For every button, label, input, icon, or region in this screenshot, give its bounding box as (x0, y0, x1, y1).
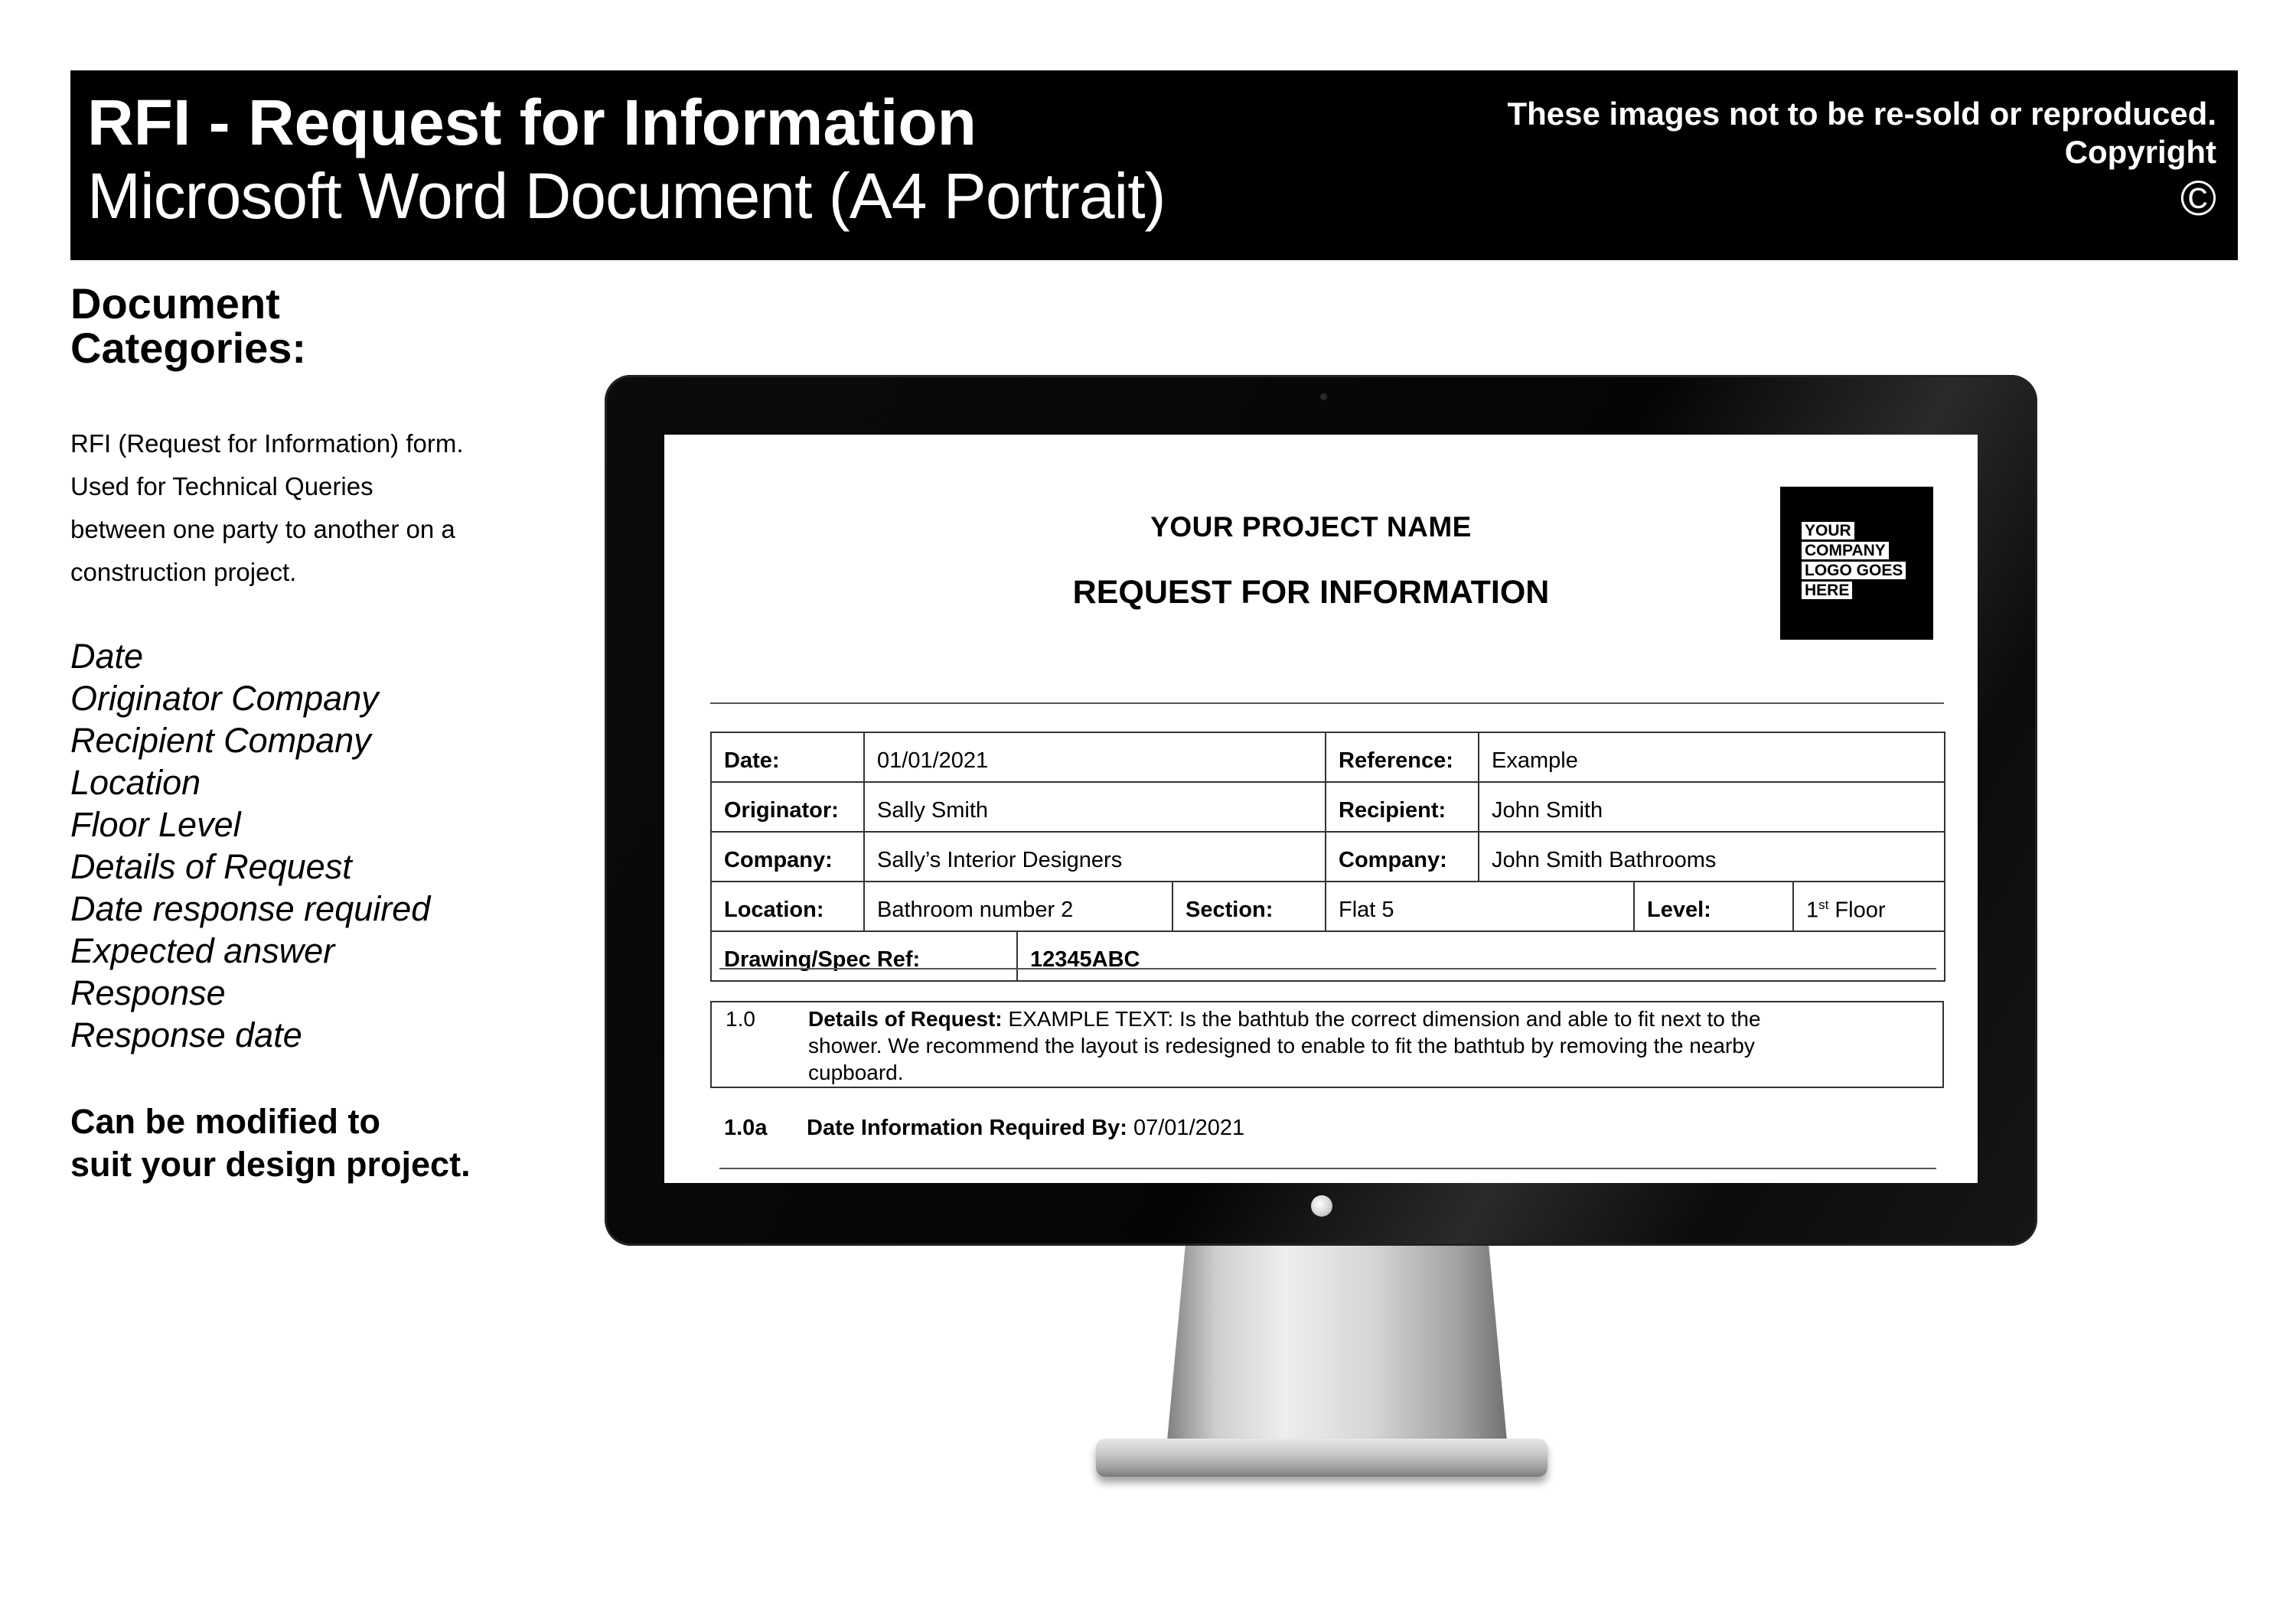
required-by-value: 07/01/2021 (1127, 1116, 1245, 1140)
logo-line: COMPANY (1802, 542, 1889, 559)
reference-label: Reference: (1326, 732, 1479, 782)
details-label: Details of Request: (808, 1007, 1003, 1031)
level-label: Level: (1647, 898, 1711, 922)
description-line: RFI (Request for Information) form. (70, 429, 464, 458)
camera-icon (1320, 393, 1327, 400)
page-subtitle: Microsoft Word Document (A4 Portrait) (87, 160, 1166, 232)
reference-value: Example (1479, 732, 1945, 782)
details-number: 1.0 (726, 1007, 755, 1031)
logo-text (1802, 521, 1916, 601)
level-value (1794, 898, 1886, 924)
originator-value: Sally Smith (864, 782, 1326, 832)
categories-heading-line1: Document (70, 279, 280, 328)
copyright-notice (1507, 95, 2216, 225)
category-item: Response date (70, 1015, 302, 1054)
copyright-icon: © (2180, 171, 2216, 226)
details-text (808, 1005, 1880, 1086)
category-item: Recipient Company (70, 721, 371, 760)
logo-line: YOUR (1802, 522, 1854, 539)
recipient-company-label: Company: (1326, 832, 1479, 882)
company-logo-placeholder (1780, 487, 1933, 640)
category-item: Location (70, 763, 201, 802)
document-title: REQUEST FOR INFORMATION (1072, 574, 1550, 611)
divider (710, 702, 1944, 704)
description-line: construction project. (70, 558, 297, 586)
table-row (711, 931, 1945, 981)
category-item: Date (70, 637, 144, 676)
category-item: Details of Request (70, 847, 352, 886)
modification-note-line2: suit your design project. (70, 1145, 471, 1184)
modification-note (70, 1100, 499, 1186)
divider (719, 968, 1936, 970)
description-line: between one party to another on a (70, 515, 455, 543)
location-value: Bathroom number 2 (864, 882, 1172, 931)
category-item: Response (70, 973, 226, 1012)
category-list (70, 635, 499, 1056)
section-value: Flat 5 (1326, 882, 1634, 931)
details-text-line3: cupboard. (808, 1061, 904, 1084)
category-item: Expected answer (70, 931, 335, 970)
description-line: Used for Technical Queries (70, 472, 373, 500)
drawing-spec-label: Drawing/Spec Ref: (711, 931, 1017, 981)
description (70, 422, 499, 594)
copyright-notice-line2: Copyright (2064, 134, 2216, 170)
table-row (711, 732, 1945, 782)
monitor-bezel (605, 375, 2037, 1246)
details-of-request (710, 1001, 1944, 1088)
level-value-number: 1 (1806, 898, 1819, 923)
document-preview (664, 435, 1978, 1183)
required-by-number: 1.0a (724, 1116, 768, 1140)
originator-label: Originator: (711, 782, 864, 832)
logo-line: LOGO GOES (1802, 562, 1906, 579)
logo-line: HERE (1802, 582, 1852, 599)
date-required-by (724, 1116, 1244, 1141)
table-row (711, 782, 1945, 832)
date-value: 01/01/2021 (864, 732, 1326, 782)
recipient-label: Recipient: (1326, 782, 1479, 832)
project-name: YOUR PROJECT NAME (1150, 511, 1472, 543)
date-label: Date: (711, 732, 864, 782)
category-item: Date response required (70, 889, 431, 928)
level-value-word: Floor (1828, 898, 1886, 923)
details-text-line1: EXAMPLE TEXT: Is the bathtub the correct dimension and able to fit next to the (1002, 1007, 1761, 1031)
page-title: RFI - Request for Information (87, 86, 977, 158)
level-value-suffix: st (1818, 897, 1829, 912)
recipient-value: John Smith (1479, 782, 1945, 832)
section-label: Section: (1172, 882, 1326, 931)
level-cell (1634, 882, 1945, 931)
categories-heading (70, 279, 499, 372)
divider (719, 1168, 1936, 1169)
table-row (711, 832, 1945, 882)
categories-heading-line2: Categories: (70, 324, 307, 372)
categories-sidebar (70, 279, 499, 1186)
copyright-notice-line1: These images not to be re-sold or reproduced. (1507, 96, 2216, 132)
originator-company-value: Sally’s Interior Designers (864, 832, 1326, 882)
rfi-details-table (710, 732, 1945, 982)
drawing-spec-value: 12345ABC (1017, 931, 1945, 981)
location-label: Location: (711, 882, 864, 931)
header-banner (70, 70, 2238, 260)
monitor-stand-base (1096, 1439, 1548, 1477)
table-row (711, 882, 1945, 931)
category-item: Floor Level (70, 805, 241, 844)
required-by-label: Date Information Required By: (807, 1116, 1127, 1140)
category-item: Originator Company (70, 679, 379, 718)
modification-note-line1: Can be modified to (70, 1102, 380, 1141)
originator-company-label: Company: (711, 832, 864, 882)
details-text-line2: shower. We recommend the layout is redesigned to enable to fit the bathtub by removing the nearby (808, 1034, 1755, 1058)
recipient-company-value: John Smith Bathrooms (1479, 832, 1945, 882)
power-button-icon (1311, 1195, 1332, 1217)
monitor-stand-neck (1165, 1243, 1509, 1465)
